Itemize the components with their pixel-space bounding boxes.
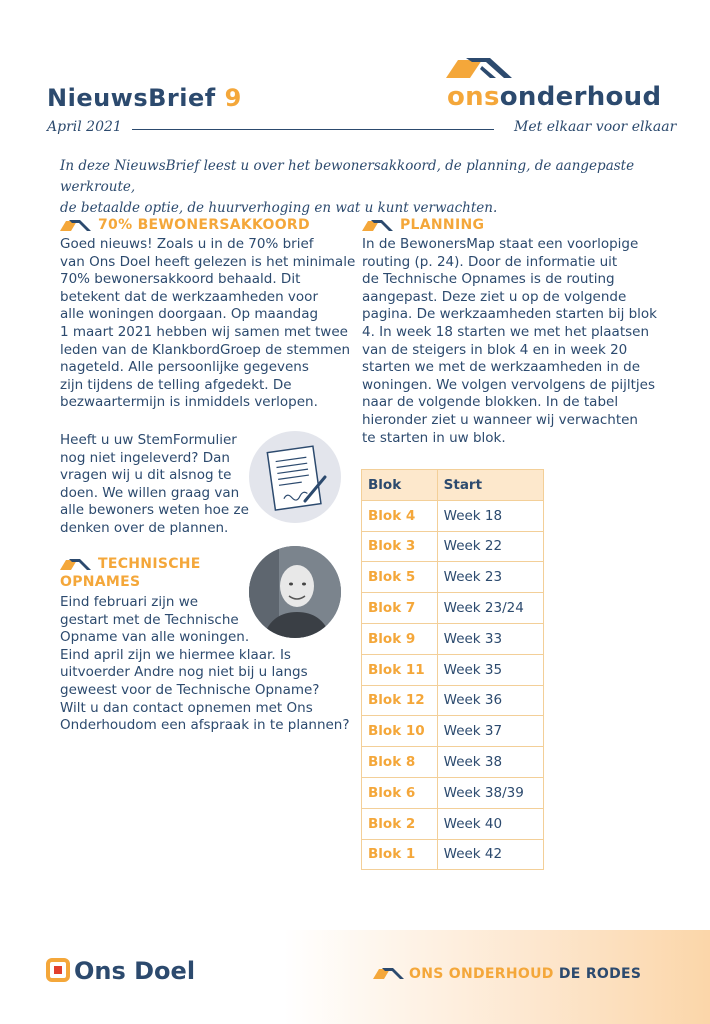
brand-part-onderhoud: onderhoud bbox=[499, 82, 662, 112]
table-row bbox=[362, 685, 544, 716]
blok-cell: Blok 3 bbox=[362, 531, 438, 562]
heading-text: 70% BEWONERSAKKOORD bbox=[98, 217, 310, 233]
table-row bbox=[362, 623, 544, 654]
footer-de-rodes: DE RODES bbox=[558, 966, 642, 982]
start-cell: Week 35 bbox=[437, 654, 543, 685]
table-header-row bbox=[362, 470, 544, 501]
text-line: de Technische Opnames is de routing bbox=[362, 271, 615, 288]
table-row bbox=[362, 531, 544, 562]
text-line: denken over de plannen. bbox=[60, 519, 229, 536]
text-line: naar de volgende blokken. In de tabel bbox=[362, 394, 619, 411]
document-pen-icon bbox=[249, 431, 341, 523]
table-row bbox=[362, 500, 544, 531]
text-line: doen. We willen graag van bbox=[60, 484, 240, 501]
table-row bbox=[362, 562, 544, 593]
start-cell: Week 38 bbox=[437, 747, 543, 778]
intro-text bbox=[60, 156, 660, 219]
blok-cell: Blok 9 bbox=[362, 623, 438, 654]
text-line: hieronder ziet u wanneer wij verwachten bbox=[362, 411, 638, 428]
text-line: alle woningen doorgaan. Op maandag bbox=[60, 306, 319, 323]
planning-table bbox=[361, 469, 544, 870]
text-line: vragen wij u dit alsnog te bbox=[60, 467, 232, 484]
roof-icon bbox=[60, 218, 92, 232]
start-cell: Week 40 bbox=[437, 808, 543, 839]
roof-icon bbox=[60, 557, 92, 571]
tagline: Met elkaar voor elkaar bbox=[514, 119, 677, 135]
section-heading-opnames-line2: OPNAMES bbox=[60, 574, 141, 590]
table-row bbox=[362, 777, 544, 808]
blok-cell: Blok 11 bbox=[362, 654, 438, 685]
blok-cell: Blok 8 bbox=[362, 747, 438, 778]
roof-icon bbox=[362, 218, 394, 232]
table-row bbox=[362, 593, 544, 624]
heading-text: PLANNING bbox=[400, 217, 485, 233]
logo-text: Ons Doel bbox=[74, 957, 196, 985]
start-cell: Week 42 bbox=[437, 839, 543, 870]
text-line: woningen. We volgen vervolgens de pijltjes bbox=[362, 376, 656, 393]
text-line: geweest voor de Technische Opname? bbox=[60, 681, 320, 698]
text-line: 1 maart 2021 hebben wij samen met twee bbox=[60, 323, 348, 340]
ons-doel-logo bbox=[46, 957, 195, 985]
table-row bbox=[362, 808, 544, 839]
blok-cell: Blok 6 bbox=[362, 777, 438, 808]
akkoord-paragraph bbox=[60, 236, 355, 412]
text-line: nog niet ingeleverd? Dan bbox=[60, 449, 230, 466]
person-photo bbox=[249, 546, 341, 638]
table-row bbox=[362, 654, 544, 685]
text-line: Heeft u uw StemFormulier bbox=[60, 432, 237, 448]
section-heading-planning bbox=[362, 217, 484, 233]
section-heading-opnames bbox=[60, 556, 201, 572]
text-line: betekent dat de werkzaamheden voor bbox=[60, 288, 318, 305]
table-header-start: Start bbox=[437, 470, 543, 501]
text-line: nageteld. Alle persoonlijke gegevens bbox=[60, 359, 309, 376]
text-line: leden van de KlankbordGroep de stemmen bbox=[60, 341, 351, 358]
footer-ons-onderhoud: ONS ONDERHOUD bbox=[409, 966, 554, 982]
issue-number: 9 bbox=[224, 84, 242, 112]
text-line: Eind april zijn we hiermee klaar. Is bbox=[60, 646, 291, 663]
text-line: van Ons Doel heeft gelezen is het minimale bbox=[60, 253, 356, 270]
heading-text: TECHNISCHE bbox=[98, 556, 201, 572]
start-cell: Week 36 bbox=[437, 685, 543, 716]
footer-project-name bbox=[373, 966, 641, 982]
text-line: van de steigers in blok 4 en in week 20 bbox=[362, 341, 628, 358]
intro-line: In deze NieuwsBrief leest u over het bewonersakkoord, de planning, de aangepaste werkroute, bbox=[60, 158, 635, 195]
roof-icon bbox=[373, 966, 405, 980]
blok-cell: Blok 10 bbox=[362, 716, 438, 747]
text-line: Goed nieuws! Zoals u in de 70% brief bbox=[60, 236, 314, 252]
text-line: In de BewonersMap staat een voorlopige bbox=[362, 236, 639, 252]
newsletter-title bbox=[47, 84, 242, 112]
text-line: Opname van alle woningen. bbox=[60, 629, 250, 646]
text-line: bezwaartermijn is inmiddels verlopen. bbox=[60, 394, 318, 411]
text-line: zijn tijdens de telling afgedekt. De bbox=[60, 376, 292, 393]
issue-date: April 2021 bbox=[47, 119, 122, 135]
text-line: aangepast. Deze ziet u op de volgende bbox=[362, 288, 627, 305]
start-cell: Week 18 bbox=[437, 500, 543, 531]
text-line: Eind februari zijn we bbox=[60, 594, 199, 610]
text-line: pagina. De werkzaamheden starten bij blok bbox=[362, 306, 658, 323]
text-line: 4. In week 18 starten we met het plaatsen bbox=[362, 323, 650, 340]
text-line: gestart met de Technische bbox=[60, 611, 239, 628]
text-line: Wilt u dan contact opnemen met Ons bbox=[60, 699, 313, 716]
text-line: Onderhoudom een afspraak in te plannen? bbox=[60, 717, 350, 734]
text-line: te starten in uw blok. bbox=[362, 429, 506, 446]
planning-paragraph bbox=[362, 236, 657, 447]
text-line: starten we met de werkzaamheden in de bbox=[362, 359, 640, 376]
intro-line: de betaalde optie, de huurverhoging en wat u kunt verwachten. bbox=[60, 200, 498, 216]
brand-part-ons: ons bbox=[447, 82, 500, 112]
start-cell: Week 23/24 bbox=[437, 593, 543, 624]
text-line: routing (p. 24). Door de informatie uit bbox=[362, 253, 618, 270]
blok-cell: Blok 5 bbox=[362, 562, 438, 593]
table-row bbox=[362, 716, 544, 747]
header-divider bbox=[132, 129, 494, 130]
stemformulier-paragraph bbox=[60, 432, 249, 538]
start-cell: Week 33 bbox=[437, 623, 543, 654]
table-header-blok: Blok bbox=[362, 470, 438, 501]
section-heading-akkoord bbox=[60, 217, 310, 233]
text-line: uitvoerder Andre nog niet bij u langs bbox=[60, 664, 308, 681]
blok-cell: Blok 7 bbox=[362, 593, 438, 624]
ons-doel-logo-mark bbox=[46, 958, 70, 982]
text-line: 70% bewonersakkoord behaald. Dit bbox=[60, 271, 301, 288]
start-cell: Week 37 bbox=[437, 716, 543, 747]
blok-cell: Blok 4 bbox=[362, 500, 438, 531]
blok-cell: Blok 12 bbox=[362, 685, 438, 716]
start-cell: Week 22 bbox=[437, 531, 543, 562]
title-prefix: NieuwsBrief bbox=[47, 84, 216, 112]
brand-logo bbox=[447, 82, 661, 112]
text-line: alle bewoners weten hoe ze bbox=[60, 502, 249, 519]
table-row bbox=[362, 747, 544, 778]
start-cell: Week 23 bbox=[437, 562, 543, 593]
blok-cell: Blok 2 bbox=[362, 808, 438, 839]
start-cell: Week 38/39 bbox=[437, 777, 543, 808]
table-row bbox=[362, 839, 544, 870]
roof-icon bbox=[446, 52, 516, 80]
blok-cell: Blok 1 bbox=[362, 839, 438, 870]
